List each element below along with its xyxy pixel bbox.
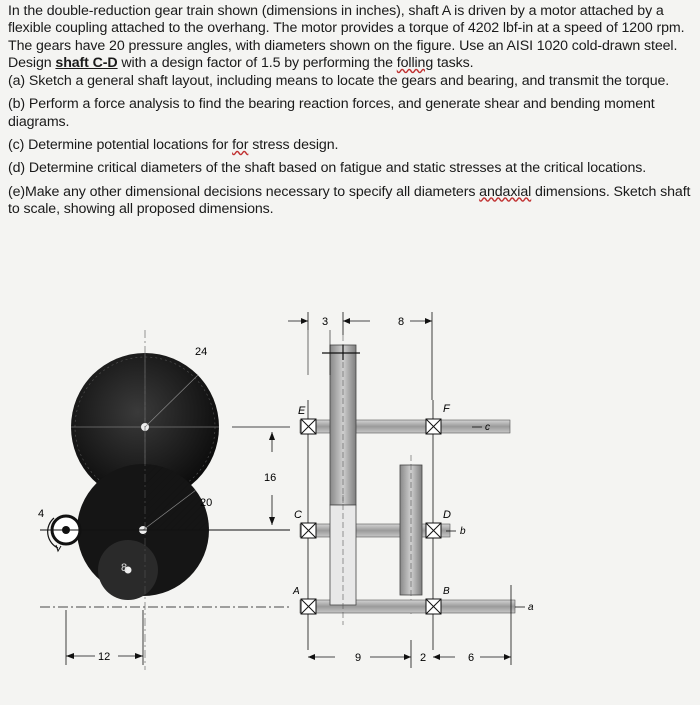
label-dia-20: 20 <box>200 497 213 509</box>
svg-text:16: 16 <box>264 472 277 484</box>
label-shaft-a: a <box>528 602 534 613</box>
dim-top <box>288 312 432 400</box>
problem-intro <box>8 3 696 72</box>
label-bearing-F: F <box>443 403 450 415</box>
label-shaft-b: b <box>460 526 466 537</box>
bearing-C <box>301 523 316 538</box>
bearing-D <box>426 523 441 538</box>
dim-bottom <box>308 640 511 668</box>
part-e <box>8 184 696 219</box>
part-a: (a) Sketch a general shaft layout, including means to locate the gears and bearing, and transmit the torque. <box>8 73 670 90</box>
label-bearing-A: A <box>293 586 300 597</box>
part-c <box>8 137 696 154</box>
misspelled-folling: folling <box>396 54 434 71</box>
part-e-text-2: dimensions. Sketch shaft to scale, showing all proposed dimensions. <box>8 183 691 217</box>
part-c-text-2: stress design. <box>248 137 339 154</box>
bearing-B <box>426 599 441 614</box>
intro-text-1: In the double-reduction gear train shown (dimensions in inches), shaft A is driven by a motor attached by a flexible coupling attached to the overhang. The motor provides a torque of 4202 lbf-in at a speed of 1200 rpm. The gears have 20 pressure angles, with diameters shown on the figure. Use an AISI 1020 cold-drawn steel. Design <box>8 3 685 71</box>
problem-statement <box>8 3 696 218</box>
label-dia-4: 4 <box>38 508 45 520</box>
label-dia-8: 8 <box>121 562 128 574</box>
label-bearing-C: C <box>294 509 302 521</box>
bearing-F <box>426 419 441 434</box>
bearing-A <box>301 599 316 614</box>
misspelled-andaxial: andaxial <box>479 183 532 200</box>
label-bearing-D: D <box>443 509 451 521</box>
svg-text:12: 12 <box>98 651 111 663</box>
part-e-text-1: (e)Make any other dimensional decisions necessary to specify all diameters <box>8 183 480 200</box>
shaft-cd-highlight: shaft C-D <box>55 54 118 71</box>
part-d: (d) Determine critical diameters of the shaft based on fatigue and static stresses at the critical locations. <box>8 160 647 177</box>
label-dim-3: 3 <box>322 316 329 328</box>
label-bearing-B: B <box>443 586 450 597</box>
label-dim-2: 2 <box>420 652 427 664</box>
bearing-E <box>301 419 316 434</box>
label-shaft-c: c <box>485 422 490 433</box>
part-b: (b) Perform a force analysis to find the bearing reaction forces, and generate shear and bending moment diagrams. <box>8 96 655 130</box>
dim-12 <box>66 610 143 665</box>
misspelled-for: for <box>232 137 249 154</box>
label-dia-24: 24 <box>195 346 208 358</box>
label-bearing-E: E <box>298 405 306 417</box>
gear-train-figure <box>0 300 700 700</box>
label-dim-8: 8 <box>398 316 405 328</box>
label-dim-6: 6 <box>468 652 475 664</box>
gear-train-drawing <box>0 300 700 700</box>
label-dim-9: 9 <box>355 652 362 664</box>
intro-text-2: with a design factor of 1.5 by performing the <box>117 54 397 71</box>
dim-16 <box>232 427 290 525</box>
part-c-text-1: (c) Determine potential locations for <box>8 137 233 154</box>
gear-8-left-view <box>98 540 158 600</box>
intro-text-3: tasks. <box>433 54 474 71</box>
gear-4-left-view <box>48 516 80 551</box>
